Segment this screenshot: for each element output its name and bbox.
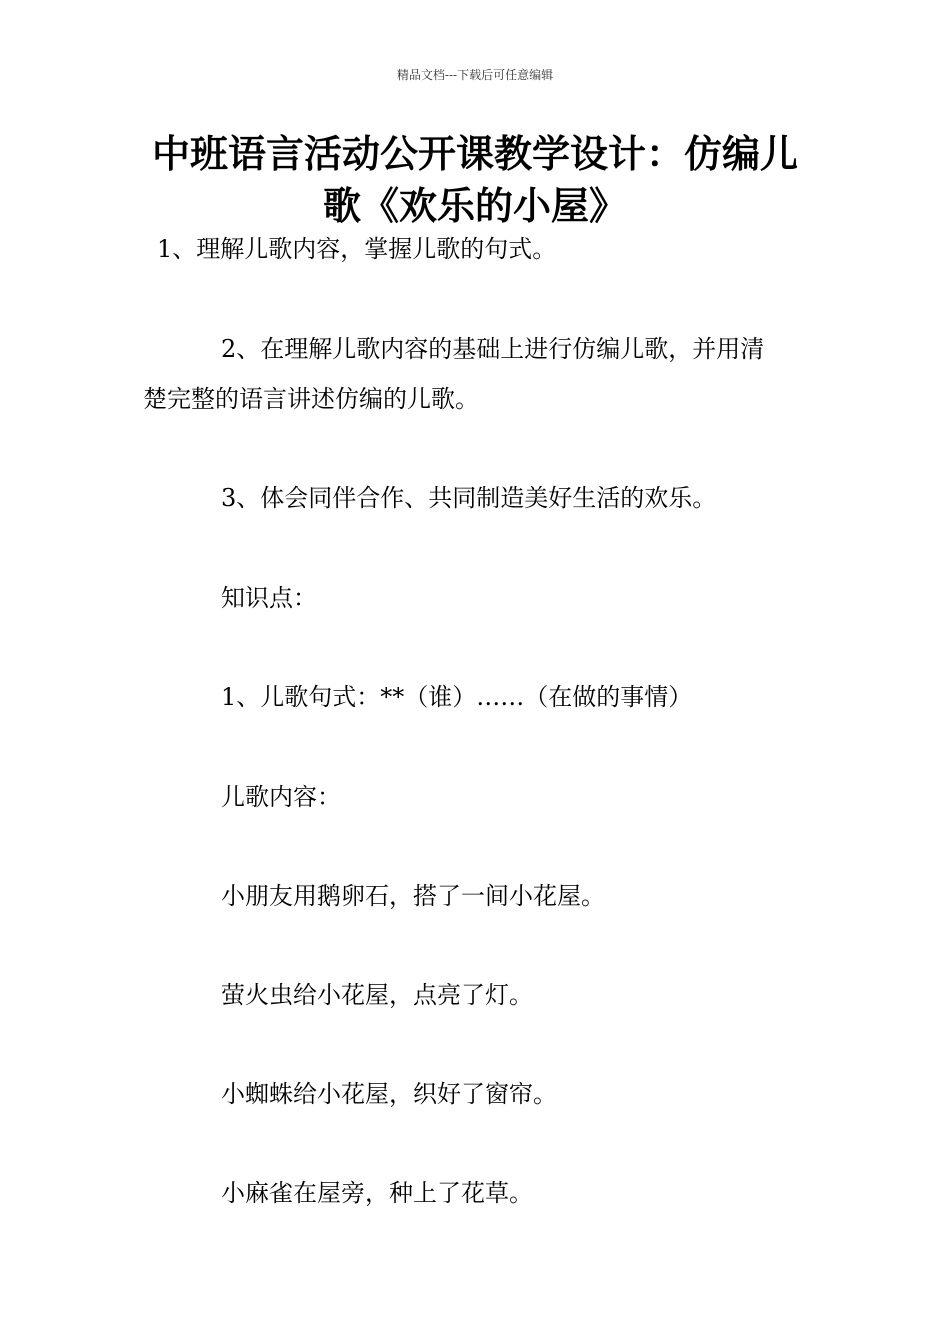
goal-3: 3、体会同伴合作、共同制造美好生活的欢乐。 (221, 484, 717, 512)
title-line-1: 中班语言活动公开课教学设计：仿编儿 (151, 132, 798, 176)
verse-4: 小麻雀在屋旁，种上了花草。 (221, 1179, 533, 1207)
document-title (140, 128, 810, 232)
verse-3: 小蜘蛛给小花屋，织好了窗帘。 (221, 1080, 557, 1108)
content-heading: 儿歌内容： (221, 783, 341, 811)
verse-1: 小朋友用鹅卵石，搭了一间小花屋。 (221, 882, 605, 910)
sentence-pattern: 1、儿歌句式：**（谁）……（在做的事情） (221, 683, 693, 711)
verse-2: 萤火虫给小花屋，点亮了灯。 (221, 981, 533, 1009)
header-note: 精品文档---下载后可任意编辑 (396, 68, 554, 82)
goal-1: 1、理解儿歌内容，掌握儿歌的句式。 (157, 235, 557, 263)
title-line-2: 歌《欢乐的小屋》 (322, 184, 627, 228)
goal-2-line-1: 2、在理解儿歌内容的基础上进行仿编儿歌，并用清 (221, 335, 765, 363)
knowledge-heading: 知识点： (221, 584, 317, 612)
goal-2-line-2: 楚完整的语言讲述仿编的儿歌。 (143, 385, 479, 413)
